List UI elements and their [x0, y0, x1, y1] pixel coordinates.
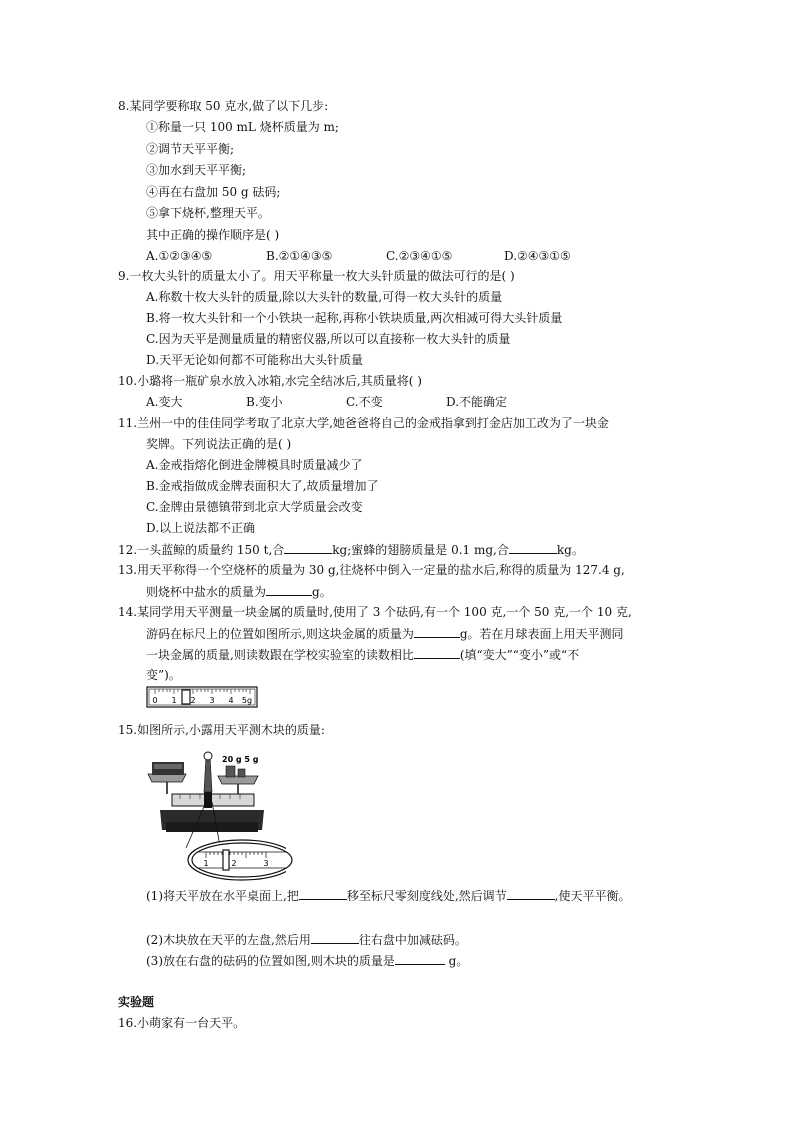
- q15-blank-1[interactable]: [299, 886, 347, 900]
- q15-sub-1-text-a: (1)将天平放在水平桌面上,把: [146, 889, 299, 903]
- q15-sub-1-text-b: 移至标尺零刻度线处,然后调节: [346, 889, 507, 903]
- q10-option-a: A.变大: [146, 395, 183, 409]
- q14-text-3: 一块金属的质量,则读数跟在学校实验室的读数相比: [146, 648, 414, 662]
- section-title: 实验题: [118, 995, 155, 1009]
- balance-pivot: [204, 752, 212, 760]
- q14-text-4: (填“变大”“变小”或“不: [459, 648, 580, 662]
- beam-rider: [204, 792, 212, 808]
- weights-label: 20 g 5 g: [222, 755, 259, 764]
- q15-sub-2-text-b: 往右盘中加减砝码。: [358, 933, 467, 947]
- ruler-label-2: 2: [190, 696, 196, 705]
- q14-line-2: [146, 624, 624, 642]
- q13-blank[interactable]: [266, 582, 312, 596]
- q14-text-2: g。若在月球表面上用天平测同: [459, 627, 624, 641]
- q11-option-d: D.以上说法都不正确: [146, 521, 256, 535]
- q14-text-1: 游码在标尺上的位置如图所示,则这块金属的质量为: [146, 627, 414, 641]
- q14-blank-2[interactable]: [414, 645, 460, 659]
- left-pan: [148, 774, 186, 782]
- q12-text-1: 12.一头蓝鲸的质量约 150 t,合: [118, 543, 285, 557]
- q11-option-c: C.金牌由景德镇带到北京大学质量会改变: [146, 500, 363, 514]
- q12-text-2: kg;蜜蜂的翅膀质量是 0.1 mg,合: [332, 543, 509, 557]
- ruler-label-3: 3: [209, 696, 215, 705]
- balance-base-bottom: [166, 822, 258, 832]
- q15-blank-2[interactable]: [507, 886, 555, 900]
- ruler-label-1: 1: [171, 696, 177, 705]
- q9-option-c: C.因为天平是测量质量的精密仪器,所以可以直接称一枚大头针的质量: [146, 332, 511, 346]
- zoom-rider: [223, 850, 229, 870]
- q15-sub-2-text-a: (2)木块放在天平的左盘,然后用: [146, 933, 311, 947]
- q13-line-1: 13.用天平称得一个空烧杯的质量为 30 g,往烧杯中倒入一定量的盐水后,称得的质量为 127.4 g,: [118, 563, 625, 577]
- q10-option-d: D.不能确定: [446, 395, 508, 409]
- q9-option-a: A.称数十枚大头针的质量,除以大头针的数量,可得一枚大头针的质量: [146, 290, 503, 304]
- q12-blank-2[interactable]: [509, 540, 557, 554]
- q8-step-2: ②调节天平平衡;: [146, 142, 235, 156]
- q11-option-a: A.金戒指熔化倒进金牌模具时质量减少了: [146, 458, 363, 472]
- q15-sub-1: [146, 886, 630, 904]
- q8-step-3: ③加水到天平平衡;: [146, 163, 247, 177]
- q15-sub-2: [146, 930, 467, 948]
- ruler-label-5g: 5g: [241, 696, 253, 705]
- wood-block-top: [154, 764, 182, 769]
- ruler-label-4: 4: [228, 696, 234, 705]
- q15-zoomed-scale: [190, 842, 308, 882]
- balance-beam: [172, 794, 254, 806]
- q8-option-b: B.②①④③⑤: [266, 249, 333, 263]
- q15-stem: 15.如图所示,小露用天平测木块的质量:: [118, 723, 325, 737]
- q12-line: [118, 540, 584, 558]
- q8-option-c: C.②③④①⑤: [386, 249, 453, 263]
- q10-stem: 10.小璐将一瓶矿泉水放入冰箱,水完全结冰后,其质量将( ): [118, 374, 422, 388]
- q11-stem-line-2: 奖牌。下列说法正确的是( ): [146, 437, 292, 451]
- q8-option-d: D.②④③①⑤: [504, 249, 571, 263]
- zoom-label-1: 1: [203, 859, 209, 868]
- q8-ask: 其中正确的操作顺序是( ): [146, 228, 280, 242]
- q14-line-4: 变”)。: [146, 668, 181, 682]
- q15-blank-3[interactable]: [311, 930, 359, 944]
- q8-step-4: ④再在右盘加 50 g 砝码;: [146, 185, 281, 199]
- zoom-label-3: 3: [263, 859, 269, 868]
- ruler-label-0: 0: [152, 696, 158, 705]
- q15-blank-4[interactable]: [395, 951, 445, 965]
- weight-20g: [226, 766, 235, 777]
- q14-rider-ruler-figure: [146, 686, 258, 708]
- balance-pointer: [204, 756, 212, 792]
- q10-option-b: B.变小: [246, 395, 283, 409]
- q8-option-a: A.①②③④⑤: [146, 249, 213, 263]
- q12-blank-1[interactable]: [284, 540, 332, 554]
- q8-step-1: ①称量一只 100 mL 烧杯质量为 m;: [146, 120, 339, 134]
- ruler-rider[interactable]: [182, 690, 190, 704]
- q13-text-1: 则烧杯中盐水的质量为: [146, 585, 267, 599]
- q13-text-2: g。: [312, 585, 332, 599]
- q11-option-b: B.金戒指做成金牌表面积大了,故质量增加了: [146, 479, 379, 493]
- q9-stem: 9.一枚大头针的质量太小了。用天平称量一枚大头针质量的做法可行的是( ): [118, 269, 515, 283]
- q14-line-1: 14.某同学用天平测量一块金属的质量时,使用了 3 个砝码,有一个 100 克,一个 50 克,一个 10 克,: [118, 605, 632, 619]
- weight-5g: [238, 769, 245, 777]
- q11-stem-line-1: 11.兰州一中的佳佳同学考取了北京大学,她爸爸将自己的金戒指拿到打金店加工改为了一块金: [118, 416, 609, 430]
- q16-stem: 16.小萌家有一台天平。: [118, 1016, 246, 1030]
- q15-sub-1-text-c: ,使天平平衡。: [554, 889, 631, 903]
- q8-stem: 8.某同学要称取 50 克水,做了以下几步:: [118, 99, 329, 113]
- q13-line-2: [146, 582, 332, 600]
- ruler-frame: [147, 687, 257, 707]
- q12-text-3: kg。: [556, 543, 584, 557]
- q15-sub-3-text-b: g。: [444, 954, 469, 968]
- q10-option-c: C.不变: [346, 395, 383, 409]
- zoom-label-2: 2: [231, 859, 237, 868]
- q9-option-b: B.将一枚大头针和一个小铁块一起称,再称小铁块质量,两次相减可得大头针质量: [146, 311, 563, 325]
- q8-step-5: ⑤拿下烧杯,整理天平。: [146, 206, 270, 220]
- q15-sub-3: [146, 951, 468, 969]
- q15-sub-3-text-a: (3)放在右盘的砝码的位置如图,则木块的质量是: [146, 954, 395, 968]
- q9-option-d: D.天平无论如何都不可能称出大头针质量: [146, 353, 364, 367]
- q14-line-3: [146, 645, 579, 663]
- q14-blank-1[interactable]: [414, 624, 460, 638]
